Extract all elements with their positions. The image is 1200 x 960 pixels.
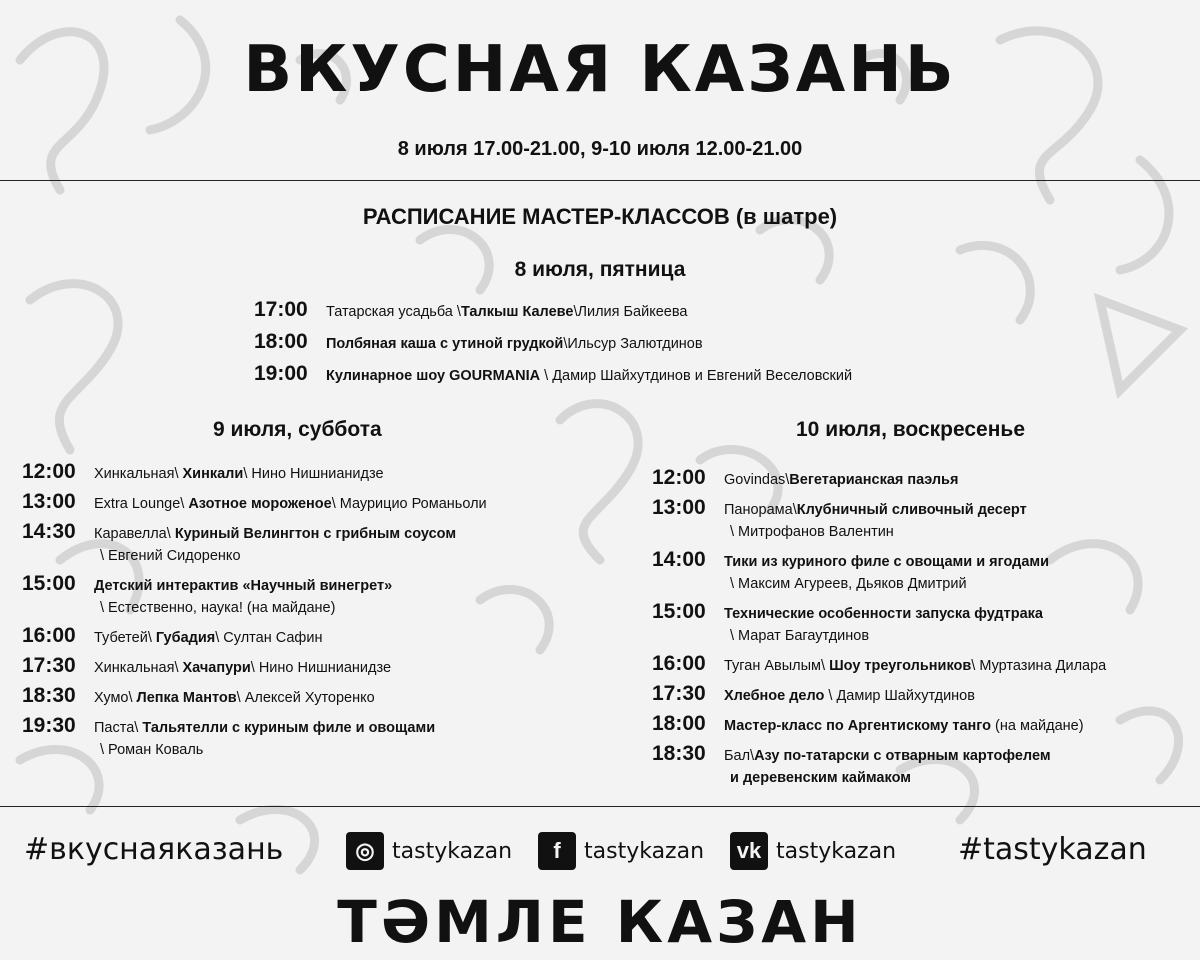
event-time: 13:00: [22, 490, 76, 513]
event-description: Полбяная каша с утиной грудкой\Ильсур Залютдинов: [326, 336, 703, 352]
event-description: Хинкальная\ Хинкали\ Нино Нишнианидзе: [94, 466, 384, 482]
event-description-continued: \ Естественно, наука! (на майдане): [100, 600, 336, 617]
event-time: 18:30: [652, 742, 706, 765]
schedule-row: [652, 742, 1051, 790]
schedule-row: [22, 714, 435, 762]
hashtag-ru[interactable]: #вкуснаяказань: [24, 832, 284, 867]
event-dates: 8 июля 17.00-21.00, 9-10 июля 12.00-21.00: [397, 138, 803, 160]
schedule-row: [652, 600, 1043, 648]
event-description: Татарская усадьба \Талкыш Калеве\Лилия Байкеева: [326, 304, 688, 320]
event-time: 17:30: [22, 654, 76, 677]
event-description: Хинкальная\ Хачапури\ Нино Нишнианидзе: [94, 660, 392, 676]
event-description-continued: и деревенским каймаком: [730, 770, 911, 787]
hashtag-en[interactable]: #tastykazan: [958, 832, 1147, 867]
event-time: 19:00: [254, 362, 308, 385]
event-time: 19:30: [22, 714, 76, 737]
event-description: Панорама\Клубничный сливочный десерт \ Митрофанов Валентин: [724, 499, 1027, 544]
event-time: 15:00: [652, 600, 706, 623]
event-description-continued: \ Максим Агуреев, Дьяков Дмитрий: [730, 576, 967, 593]
event-description: Extra Lounge\ Азотное мороженое\ Маурицио Романьоли: [94, 496, 487, 512]
page-title: ВКУСНАЯ КАЗАНЬ: [243, 33, 957, 107]
event-description: Каравелла\ Куриный Велингтон с грибным соусом \ Евгений Сидоренко: [94, 523, 456, 568]
event-description: Хумо\ Лепка Мантов\ Алексей Хуторенко: [94, 690, 375, 706]
event-description: Туган Авылым\ Шоу треугольников\ Муртазина Дилара: [724, 658, 1107, 674]
vk-link[interactable]: [730, 832, 896, 870]
schedule-row: [652, 682, 975, 707]
event-time: 12:00: [22, 460, 76, 483]
day-heading-8: 8 июля, пятница: [514, 258, 686, 281]
event-time: 17:30: [652, 682, 706, 705]
event-description: Бал\Азу по-татарски с отварным картофелем и деревенским каймаком: [724, 745, 1051, 790]
day-heading-10: 10 июля, воскресенье: [796, 418, 1026, 441]
schedule-row: [22, 460, 384, 485]
schedule-row: [254, 330, 703, 355]
section-title: РАСПИСАНИЕ МАСТЕР-КЛАССОВ (в шатре): [362, 204, 838, 229]
event-description: Мастер-класс по Аргентискому танго (на майдане): [724, 718, 1084, 734]
event-time: 12:00: [652, 466, 706, 489]
event-description-continued: \ Евгений Сидоренко: [100, 548, 241, 565]
event-description-continued: \ Роман Коваль: [100, 742, 204, 759]
bottom-logo: ТӘМЛЕ КАЗАН: [337, 888, 863, 956]
schedule-row: [254, 298, 687, 323]
schedule-row: [22, 520, 456, 568]
event-time: 15:00: [22, 572, 76, 595]
event-description: Хлебное дело \ Дамир Шайхутдинов: [724, 688, 975, 704]
schedule-row: [652, 548, 1049, 596]
event-description: Кулинарное шоу GOURMANIA \ Дамир Шайхутдинов и Евгений Веселовский: [326, 368, 853, 384]
event-description: Тубетей\ Губадия\ Султан Сафин: [94, 630, 323, 646]
event-time: 18:30: [22, 684, 76, 707]
schedule-row: [652, 712, 1084, 737]
instagram-handle: tastykazan: [392, 838, 513, 864]
event-description: Детский интерактив «Научный винегрет» \ Естественно, наука! (на майдане): [94, 575, 392, 620]
event-description: Технические особенности запуска фудтрака \ Марат Багаутдинов: [724, 603, 1043, 648]
event-time: 18:00: [254, 330, 308, 353]
facebook-icon: f: [538, 832, 576, 870]
facebook-handle: tastykazan: [584, 838, 705, 864]
vk-icon: vk: [730, 832, 768, 870]
divider: [0, 180, 1200, 181]
event-description-continued: \ Митрофанов Валентин: [730, 524, 894, 541]
event-time: 16:00: [22, 624, 76, 647]
instagram-icon: ◎: [346, 832, 384, 870]
schedule-row: [22, 490, 487, 515]
event-time: 16:00: [652, 652, 706, 675]
event-description-continued: \ Марат Багаутдинов: [730, 628, 870, 645]
vk-handle: tastykazan: [776, 838, 897, 864]
schedule-row: [22, 624, 322, 649]
event-time: 18:00: [652, 712, 706, 735]
event-time: 14:30: [22, 520, 76, 543]
schedule-row: [254, 362, 852, 387]
event-description: Тики из куриного филе с овощами и ягодами \ Максим Агуреев, Дьяков Дмитрий: [724, 551, 1049, 596]
event-time: 13:00: [652, 496, 706, 519]
schedule-row: [22, 654, 391, 679]
instagram-link[interactable]: [346, 832, 512, 870]
schedule-row: [22, 572, 392, 620]
schedule-row: [22, 684, 375, 709]
event-description: Govindas\Вегетарианская паэлья: [724, 472, 959, 488]
schedule-row: [652, 652, 1106, 677]
day-heading-9: 9 июля, суббота: [213, 418, 382, 441]
event-time: 14:00: [652, 548, 706, 571]
facebook-link[interactable]: [538, 832, 704, 870]
schedule-row: [652, 496, 1027, 544]
event-description: Паста\ Тальятелли с куриным филе и овощами \ Роман Коваль: [94, 717, 435, 762]
divider: [0, 806, 1200, 807]
event-time: 17:00: [254, 298, 308, 321]
schedule-row: [652, 466, 958, 491]
